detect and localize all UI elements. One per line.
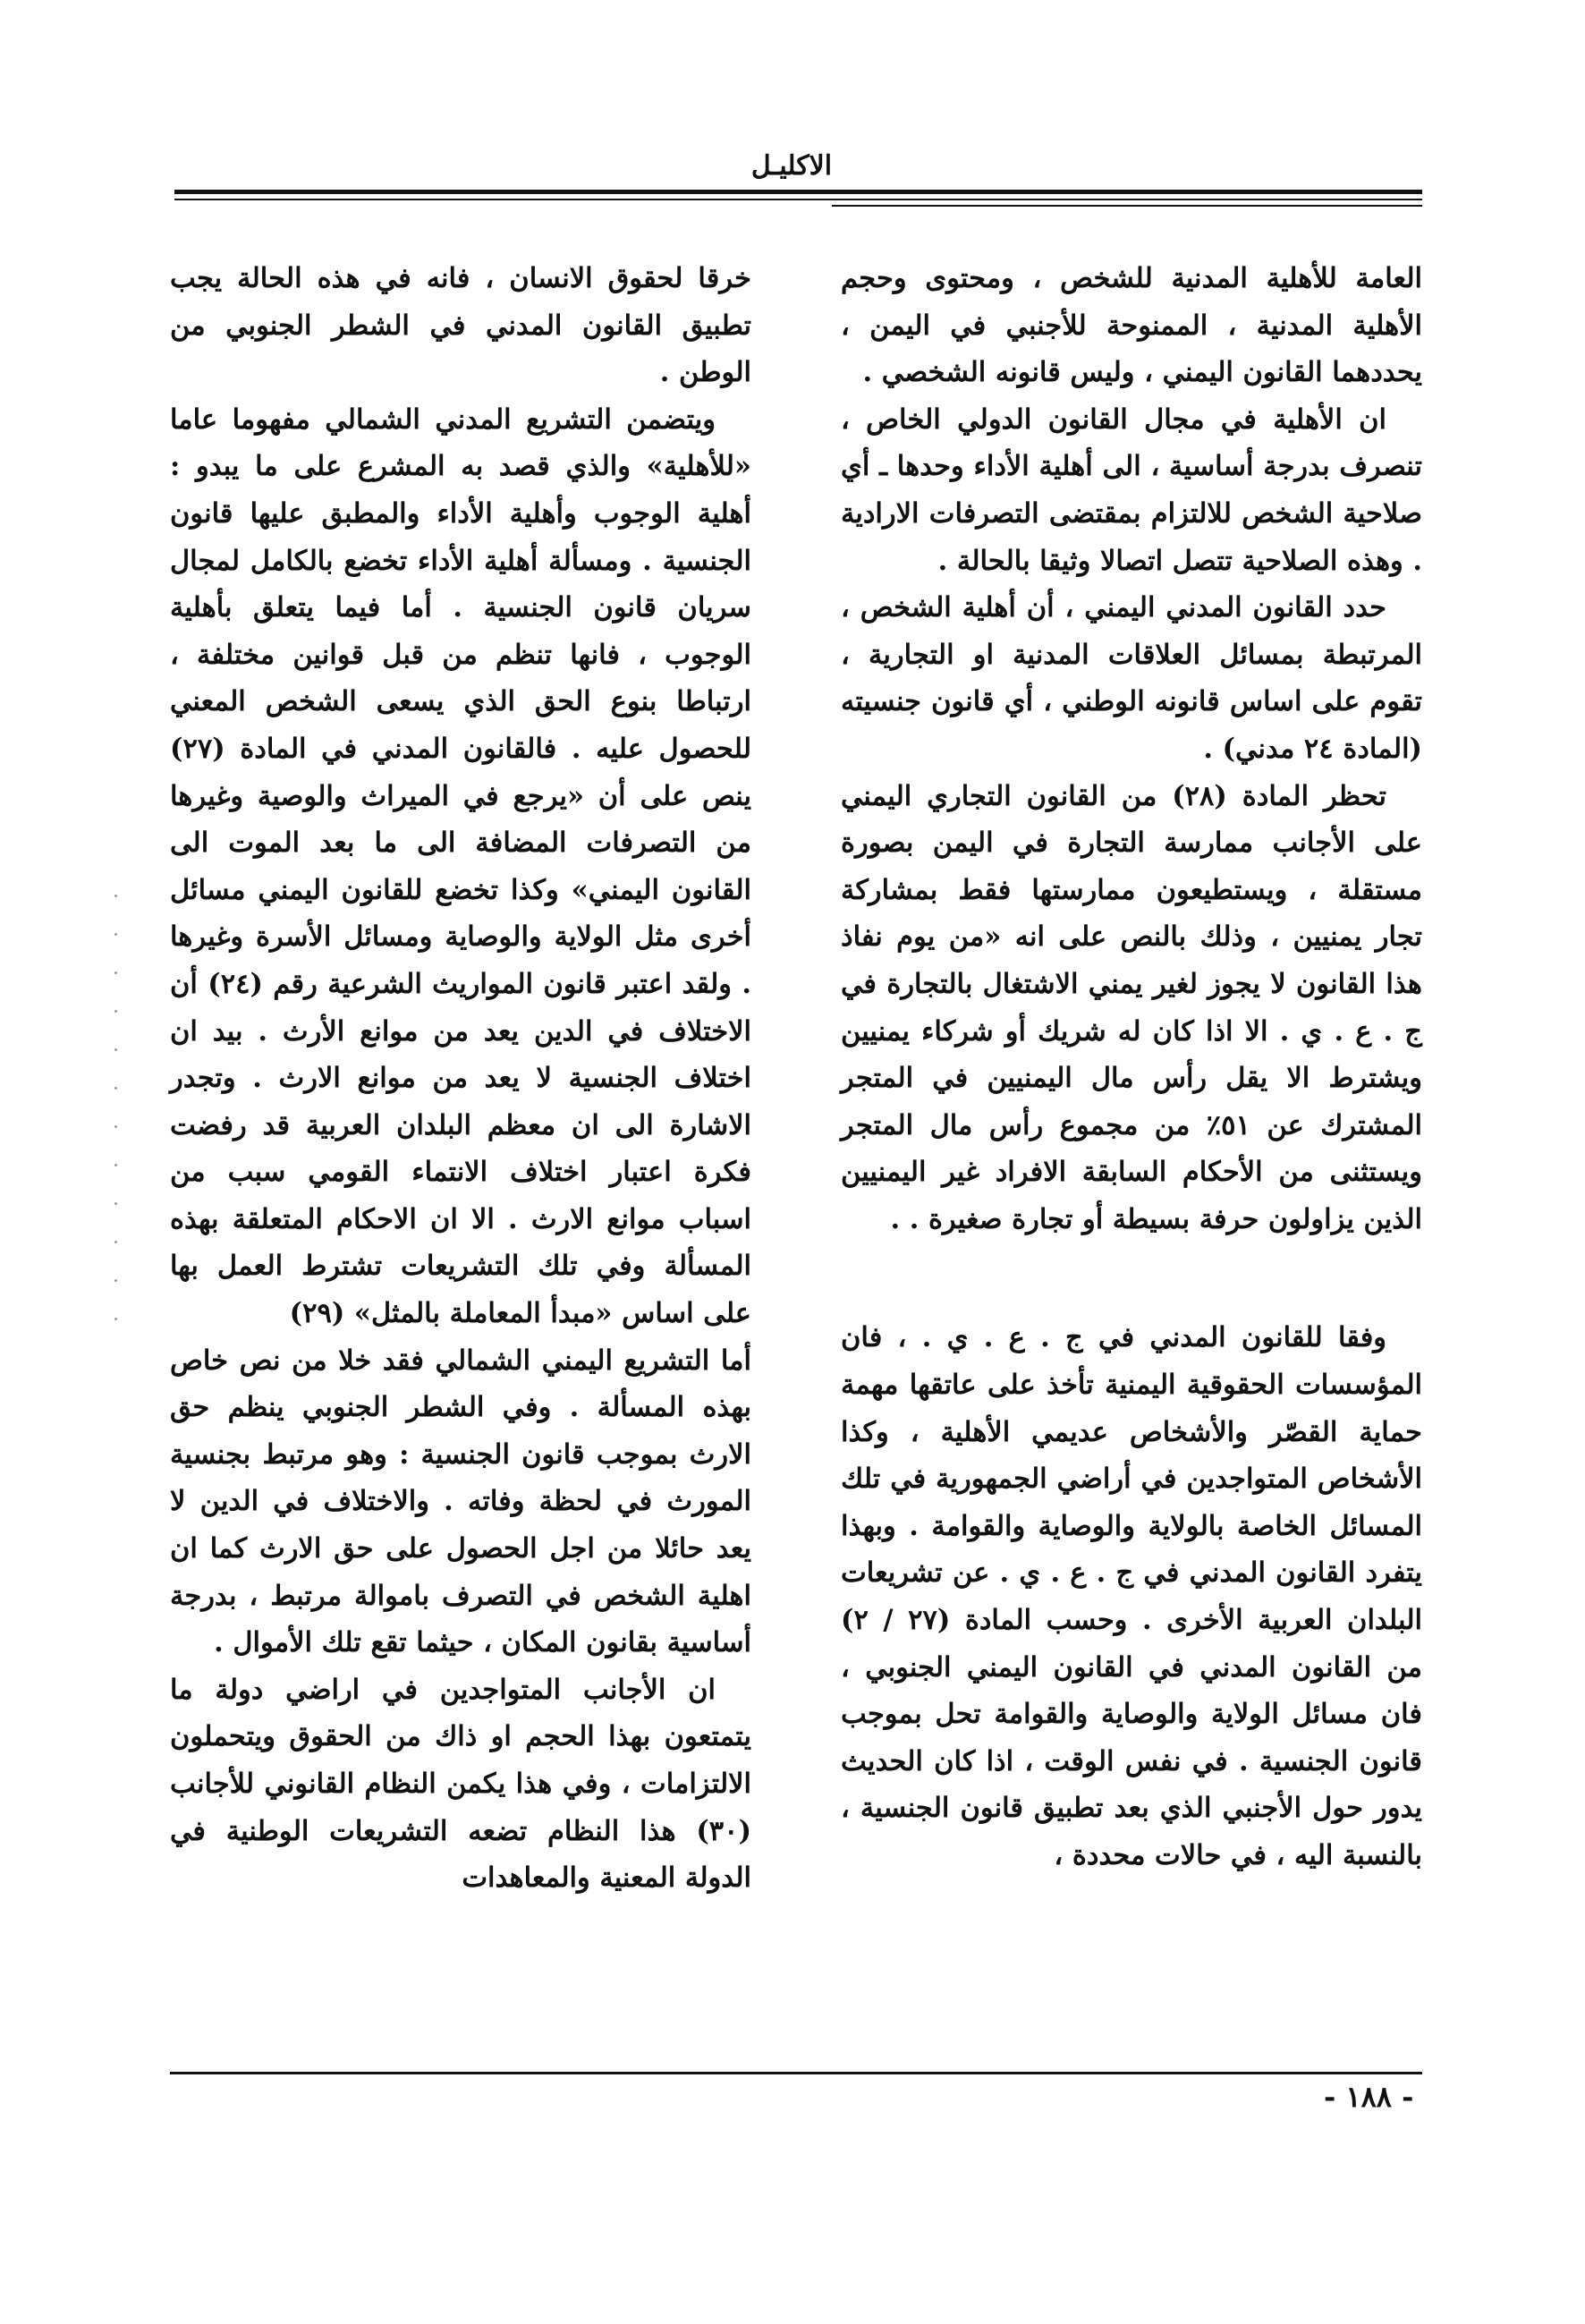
paragraph: ويتضمن التشريع المدني الشمالي مفهوما عاما «للأهلية» والذي قصد به المشرع على ما يبدو : أهلية الوجوب وأهلية الأداء والمطبق عليها قانون الجنسية . ومسألة أهلية الأداء تخضع بالكامل لمجال سريان قانون الجنسية . أما فيما يتعلق بأهلية الوجوب ، فانها تنظم من قبل قوانين مختلفة ، ارتباطا بنوع الحق الذي يسعى الشخص المعني للحصول عليه . فالقانون المدني في المادة (٢٧) ينص على أن «يرجع في الميراث والوصية وغيرها من التصرفات المضافة الى ما بعد الموت الى القانون اليمني» وكذا تخضع للقانون اليمني مسائل أخرى مثل الولاية والوصاية ومسائل الأسرة وغيرها . ولقد اعتبر قانون المواريث الشرعية رقم (٢٤) أن الاختلاف في الدين يعد من موانع الأرث . بيد ان اختلاف الجنسية لا يعد من موانع الارث . وتجدر الاشارة الى ان معظم البلدان العربية قد رفضت فكرة اعتبار اختلاف الانتماء القومي سبب من اسباب موانع الارث . الا ان الاحكام المتعلقة بهذه المسألة وفي تلك التشريعات تشترط العمل بها على اساس «مبدأ المعاملة بالمثل» (٢٩) (170, 403, 751, 1330)
paragraph: العامة للأهلية المدنية للشخص ، ومحتوى وحجم الأهلية المدنية ، الممنوحة للأجنبي في اليمن ، يحددهما القانون اليمني ، وليس قانونه الشخصي . (841, 262, 1422, 389)
scan-artifact (114, 895, 117, 2057)
page-number: - ١٨٨ - (1324, 2080, 1414, 2114)
paragraph: حدد القانون المدني اليمني ، أن أهلية الشخص ، المرتبطة بمسائل العلاقات المدنية او التجارية ، تقوم على اساس قانونه الوطني ، أي قانون جنسيته (المادة ٢٤ مدني) . (841, 591, 1422, 765)
footer-rule (170, 2072, 1422, 2074)
paragraph: ان الأجانب المتواجدين في اراضي دولة ما يتمتعون بهذا الحجم او ذاك من الحقوق ويتحملون الالتزامات ، وفي هذا يكمن النظام القانوني للأجانب (٣٠) هذا النظام تضعه التشريعات الوطنية في الدولة المعنية والمعاهدات (170, 1673, 751, 1895)
header-rule-thin (174, 199, 1422, 200)
header-rule-thick (174, 190, 1422, 194)
right-column (841, 255, 1422, 1879)
paragraph: أما التشريع اليمني الشمالي فقد خلا من نص خاص بهذه المسألة . وفي الشطر الجنوبي ينظم حق الارث بموجب قانون الجنسية : وهو مرتبط بجنسية المورث في لحظة وفاته . والاختلاف في الدين لا يعد حائلا من اجل الحصول على حق الارث كما ان اهلية الشخص في التصرف باموالة مرتبط ، بدرجة أساسية بقانون المكان ، حيثما تقع تلك الأموال . (170, 1344, 751, 1659)
paragraph: خرقا لحقوق الانسان ، فانه في هذه الحالة يجب تطبيق القانون المدني في الشطر الجنوبي من الوطن . (170, 262, 751, 389)
header-rule-short (832, 205, 1422, 207)
paragraph: تحظر المادة (٢٨) من القانون التجاري اليمني على الأجانب ممارسة التجارة في اليمن بصورة مستقلة ، ويستطيعون ممارستها فقط بمشاركة تجار يمنيين ، وذلك بالنص على انه «من يوم نفاذ هذا القانون لا يجوز لغير يمني الاشتغال بالتجارة في ج . ع . ي . الا اذا كان له شريك أو شركاء يمنيين ويشترط الا يقل رأس مال اليمنيين في المتجر المشترك عن ٥١٪ من مجموع رأس مال المتجر ويستثنى من الأحكام السابقة الافراد غير اليمنيين الذين يزاولون حرفة بسيطة أو تجارة صغيرة . . (841, 779, 1422, 1235)
paragraph: وفقا للقانون المدني في ج . ع . ي . ، فان المؤسسات الحقوقية اليمنية تأخذ على عاتقها مهمة حماية القصّر والأشخاص عديمي الأهلية ، وكذا الأشخاص المتواجدين في أراضي الجمهورية في تلك المسائل الخاصة بالولاية والوصاية والقوامة . وبهذا يتفرد القانون المدني في ج . ع . ي . عن تشريعات البلدان العربية الأخرى . وحسب المادة (٢٧ / ٢) من القانون المدني في القانون اليمني الجنوبي ، فان مسائل الولاية والوصاية والقوامة تحل بموجب قانون الجنسية . في نفس الوقت ، اذا كان الحديث يدور حول الأجنبي الذي بعد تطبيق قانون الجنسية ، بالنسبة اليه ، في حالات محددة ، (841, 1321, 1422, 1871)
paragraph-gap (841, 1243, 1422, 1314)
paragraph: ان الأهلية في مجال القانون الدولي الخاص ، تنصرف بدرجة أساسية ، الى أهلية الأداء وحدها ـ أي صلاحية الشخص للالتزام بمقتضى التصرفات الارادية . وهذه الصلاحية تتصل اتصالا وثيقا بالحالة . (841, 403, 1422, 577)
journal-title: الاكليـل (750, 150, 833, 182)
left-column (170, 255, 751, 1902)
